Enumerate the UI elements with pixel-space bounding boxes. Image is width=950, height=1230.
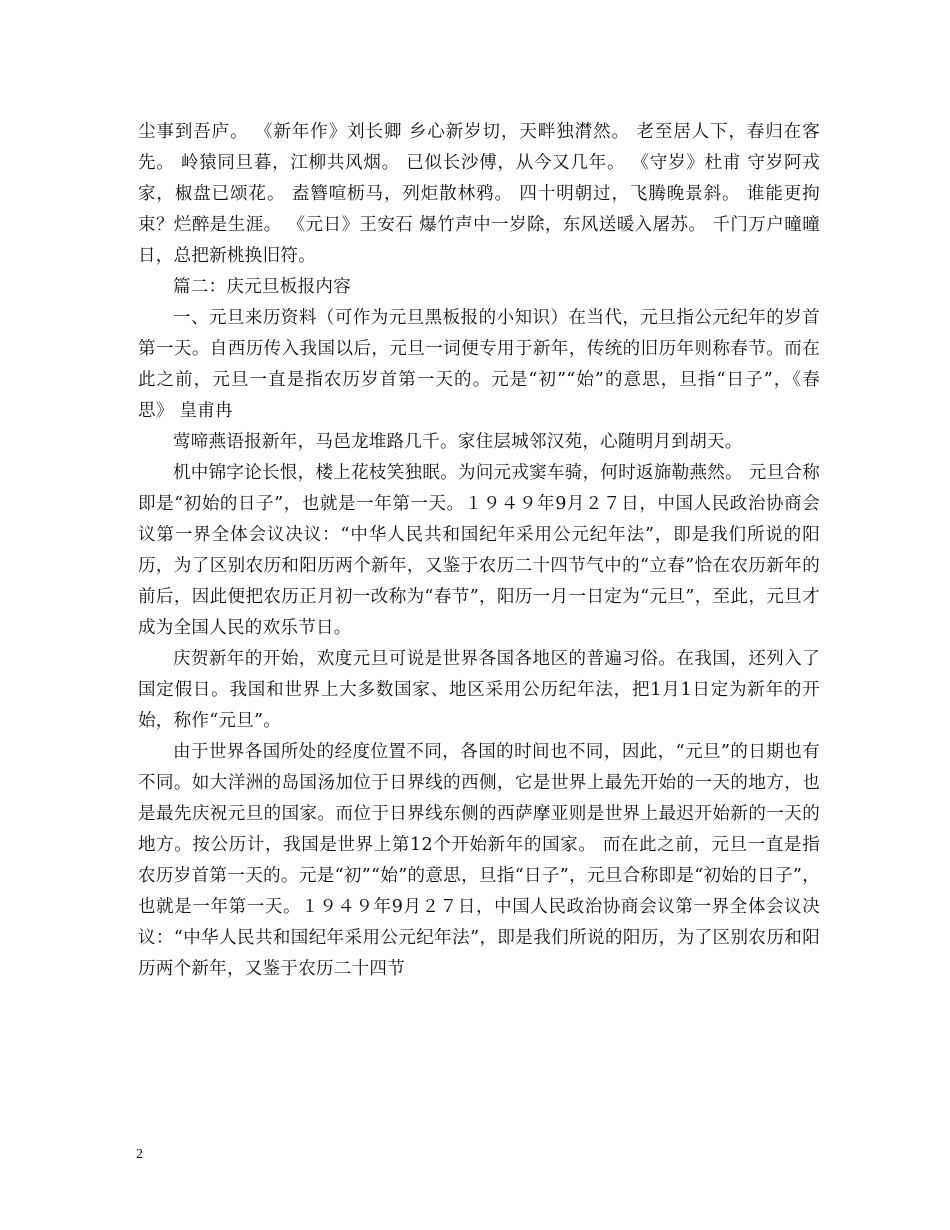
paragraph-timezones: 由于世界各国所处的经度位置不同，各国的时间也不同，因此，“元旦”的日期也有不同。如大洋洲的岛国汤加位于日界线的西侧，它是世界上最先开始的一天的地方，也是最先庆祝元旦的国家。而位于日界线东侧的西萨摩亚则是世界上最迟开始新的一天的地方。按公历计，我国是世界上第12个开始新年的国家。 而在此之前，元旦一直是指农历岁首第一天的。元是“初”“始”的意思，旦指“日子”，元旦合称即是“初始的日子”，也就是一年第一天。１９４９年9月２７日，中国人民政治协商会议第一界全体会议决议：“中华人民共和国纪年采用公元纪年法”，即是我们所说的阳历，为了区别农历和阳历两个新年，又鉴于农历二十四节 [138, 742, 820, 979]
page-number: 2 [136, 1147, 143, 1162]
paragraph-poems: 尘事到吾庐。 《新年作》刘长卿 乡心新岁切，天畔独潸然。 老至居人下，春归在客先。 岭猿同旦暮，江柳共风烟。 已似长沙傅，从今又几年。 《守岁》杜甫 守岁阿戎家，椒盘已颂花。 盍簪喧枥马，列炬散林鸦。 四十明朝过，飞腾晚景斜。 谁能更拘束？烂醉是生涯。 《元日》王安石 爆竹声中一岁除，东风送暖入屠苏。 千门万户曈曈日，总把新桃换旧符。 [138, 122, 820, 266]
paragraph-poem-line-2: 机中锦字论长恨，楼上花枝笑独眠。为问元戎窦车骑，何时返旆勒燕然。 元旦合称即是“初始的日子”，也就是一年第一天。１９４９年9月２７日，中国人民政治协商会议第一界全体会议决议：“中华人民共和国纪年采用公元纪年法”，即是我们所说的阳历，为了区别农历和阳历两个新年，又鉴于农历二十四节气中的“立春”恰在农历新年的前后，因此便把农历正月初一改称为“春节”，阳历一月一日定为“元旦”，至此，元旦才成为全国人民的欢乐节日。 [138, 463, 820, 638]
section-heading: 篇二：庆元旦板报内容 [173, 277, 351, 297]
body-text [138, 117, 820, 985]
paragraph-customs: 庆贺新年的开始，欢度元旦可说是世界各国各地区的普遍习俗。在我国，还列入了国定假日。我国和世界上大多数国家、地区采用公历纪年法，把1月1日定为新年的开始，称作“元旦”。 [138, 649, 820, 731]
paragraph-poem-line-1: 莺啼燕语报新年，马邑龙堆路几千。家住层城邻汉苑，心随明月到胡天。 [173, 432, 743, 452]
paragraph-origin: 一、元旦来历资料（可作为元旦黑板报的小知识）在当代，元旦指公元纪年的岁首第一天。自西历传入我国以后，元旦一词便专用于新年，传统的旧历年则称春节。而在此之前，元旦一直是指农历岁首第一天的。元是“初”“始”的意思，旦指“日子”，《春思》 皇甫冉 [138, 308, 820, 421]
